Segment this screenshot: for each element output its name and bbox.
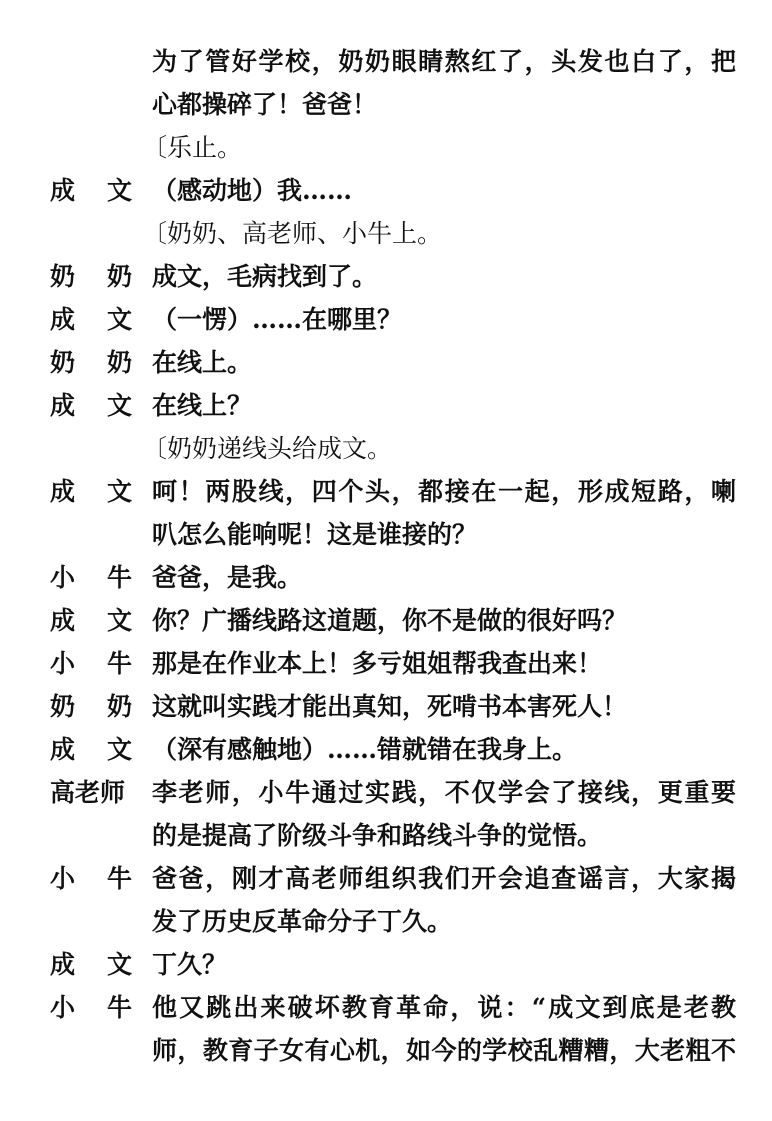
script-line: [0, 513, 772, 556]
script-line: [0, 771, 772, 814]
dialogue-text: 那是在作业本上！多亏姐姐帮我查出来！: [152, 649, 603, 678]
speaker-name: 成文: [50, 391, 165, 420]
script-line: [0, 642, 772, 685]
stage-direction: 〔奶奶、高老师、小牛上。: [142, 219, 443, 248]
speaker-name: 小牛: [50, 563, 165, 592]
speaker-name: 高老师: [50, 778, 126, 807]
dialogue-text: 心都操碎了！爸爸！: [152, 90, 378, 119]
dialogue-text: 你？广播线路这道题，你不是做的很好吗？: [152, 606, 628, 635]
script-line: [0, 556, 772, 599]
script-line: [0, 169, 772, 212]
dialogue-text: （一愣）……在哪里？: [152, 305, 403, 334]
script-line: [0, 857, 772, 900]
dialogue-text: 成文，毛病找到了。: [152, 262, 378, 291]
speaker-name: 小牛: [50, 649, 165, 678]
script-line: [0, 255, 772, 298]
script-line: [0, 40, 772, 83]
script-line: [0, 126, 772, 169]
script-line: [0, 986, 772, 1029]
speaker-name: 成文: [50, 606, 165, 635]
speaker-name: 成文: [50, 735, 165, 764]
script-line: [0, 685, 772, 728]
script-line: [0, 341, 772, 384]
script-line: [0, 384, 772, 427]
dialogue-text: 爸爸，刚才高老师组织我们开会追查谣言，大家揭: [152, 864, 736, 893]
script-line: [0, 900, 772, 943]
speaker-name: 成文: [50, 950, 165, 979]
script-line: [0, 427, 772, 470]
dialogue-text: 呵！两股线，四个头，都接在一起，形成短路，喇: [152, 477, 736, 506]
dialogue-text: 这就叫实践才能出真知，死啃书本害死人！: [152, 692, 628, 721]
speaker-name: 小牛: [50, 993, 165, 1022]
dialogue-text: 为了管好学校，奶奶眼睛熬红了，头发也白了，把: [152, 47, 736, 76]
stage-direction: 〔乐止。: [142, 133, 243, 162]
script-line: [0, 943, 772, 986]
speaker-name: 成文: [50, 305, 165, 334]
dialogue-text: 李老师，小牛通过实践，不仅学会了接线，更重要: [152, 778, 736, 807]
script-line: [0, 212, 772, 255]
dialogue-text: 丁久？: [152, 950, 228, 979]
dialogue-text: （深有感触地）……错就错在我身上。: [152, 735, 578, 764]
speaker-name: 奶奶: [50, 348, 165, 377]
script-line: [0, 599, 772, 642]
speaker-name: 成文: [50, 477, 165, 506]
dialogue-text: 爸爸，是我。: [152, 563, 303, 592]
speaker-name: 成文: [50, 176, 165, 205]
speaker-name: 小牛: [50, 864, 165, 893]
speaker-name: 奶奶: [50, 262, 165, 291]
script-line: [0, 83, 772, 126]
dialogue-text: （感动地）我……: [152, 176, 353, 205]
script-line: [0, 298, 772, 341]
dialogue-text: 他又跳出来破坏教育革命，说：“成文到底是老教: [152, 993, 736, 1022]
dialogue-text: 叭怎么能响呢！这是谁接的？: [152, 520, 478, 549]
speaker-name: 奶奶: [50, 692, 165, 721]
dialogue-text: 的是提高了阶级斗争和路线斗争的觉悟。: [152, 821, 603, 850]
script-line: [0, 470, 772, 513]
script-line: [0, 1029, 772, 1072]
dialogue-text: 发了历史反革命分子丁久。: [152, 907, 453, 936]
stage-direction: 〔奶奶递线头给成文。: [142, 434, 393, 463]
dialogue-text: 师，教育子女有心机，如今的学校乱糟糟，大老粗不: [152, 1036, 736, 1065]
script-line: [0, 728, 772, 771]
dialogue-text: 在线上。: [152, 348, 253, 377]
dialogue-text: 在线上？: [152, 391, 253, 420]
script-line: [0, 814, 772, 857]
